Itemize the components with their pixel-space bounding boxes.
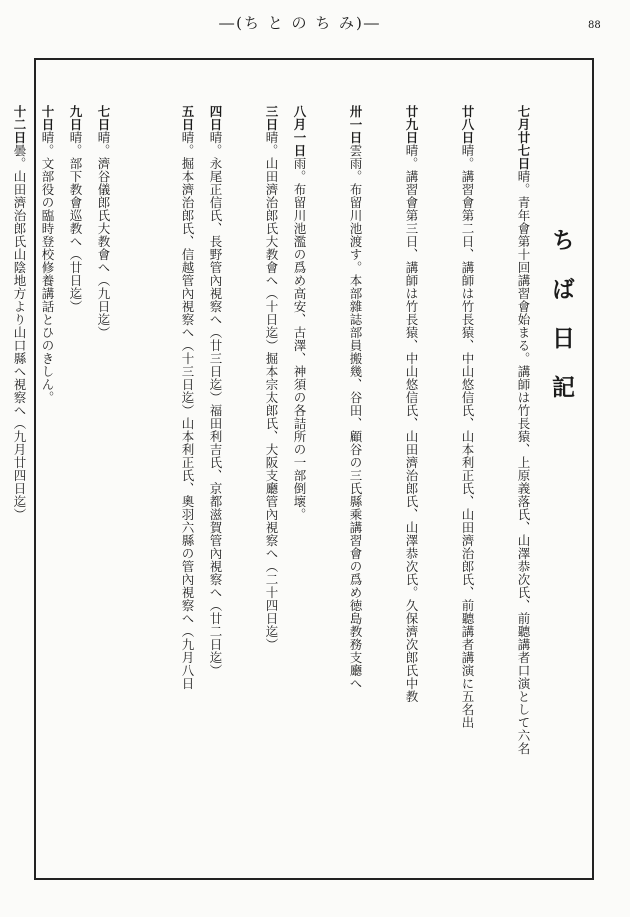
- entry-text: 晴。濟谷儀郎氏大教會へ（九日迄）: [96, 131, 111, 339]
- entry-text: 晴。青年會第十回講習會始まる。講師は竹長猿、上原義落氏、山澤恭次氏、前聽講者口演として六名: [516, 170, 531, 755]
- diary-line: [61, 105, 89, 845]
- diary-line: [397, 105, 425, 845]
- entry-date: 廿八日: [460, 105, 475, 144]
- entry-date: 十二日: [12, 105, 27, 144]
- entry-date: 七月廿七日: [516, 105, 531, 170]
- entry-date: 八月一日: [292, 105, 307, 157]
- diary-line: [117, 105, 145, 845]
- diary-line: [33, 105, 61, 845]
- entry-text: 晴。部下教會巡教へ（廿日迄）: [68, 131, 83, 313]
- entry-text: 晴。山田濟治郎氏大教會へ（十日迄）掘本宗太郎氏、大阪支廳管內視察へ（二十四日迄）: [264, 131, 279, 651]
- diary-line: [341, 105, 369, 845]
- entry-text: 晴。永尾正信氏、長野管內視察へ（廿三日迄）福田利吉氏、京都滋賀管內視察へ（廿二日迄）: [208, 131, 223, 677]
- running-header: ―(ち と の ち み)―: [219, 14, 381, 32]
- entry-date: 廿九日: [404, 105, 419, 144]
- entry-date: 十日: [40, 105, 55, 131]
- diary-line: [257, 105, 285, 845]
- entry-text: 晴。講習會第二日、講師は竹長猿、中山悠信氏、山本利正氏、山田濟治郎氏、前聽講者講演に五名出: [460, 144, 475, 729]
- entry-text: 晴。講習會第三日、講師は竹長猿、中山悠信氏、山田濟治郎氏、山澤恭次氏。久保濟次郎氏中教: [404, 144, 419, 703]
- entry-text: 雲雨。布留川池渡す。本部雜誌部員搬幾、谷田、顧谷の三氏縣乘講習會の爲め徳島教務支廳へ: [348, 144, 363, 690]
- page-title: ちば日記: [548, 228, 575, 424]
- entry-text: 晴。掘本濟治郎氏、信越管內視察へ（十三日迄）山本利正氏、奧羽六縣の管內視察へ（九月八日: [180, 131, 195, 690]
- page-number: 88: [588, 20, 601, 31]
- diary-line: [201, 105, 229, 845]
- diary-line: [229, 105, 257, 845]
- entry-date: 九日: [68, 105, 83, 131]
- entry-date: 五日: [180, 105, 195, 131]
- diary-line: [481, 105, 509, 845]
- diary-line: [313, 105, 341, 845]
- diary-line: [5, 105, 33, 845]
- diary-line: [425, 105, 453, 845]
- diary-line: [145, 105, 173, 845]
- diary-entries: [5, 105, 537, 845]
- diary-line: [369, 105, 397, 845]
- entry-text: 雨。布留川池濫の爲め高安、古澤、神須の各詰所の一部倒壞。: [292, 157, 307, 521]
- entry-date: 七日: [96, 105, 111, 131]
- diary-line: [285, 105, 313, 845]
- diary-line: [89, 105, 117, 845]
- diary-line: [509, 105, 537, 845]
- entry-text: 晴。文部役の臨時登校修養講話とひのきしん。: [40, 131, 55, 404]
- entry-date: 卅一日: [348, 105, 363, 144]
- entry-date: 三日: [264, 105, 279, 131]
- entry-text: 曇。山田濟治郎氏山陰地方より山口縣へ視察へ（九月廿四日迄）: [12, 144, 27, 521]
- entry-date: 四日: [208, 105, 223, 131]
- diary-line: [173, 105, 201, 845]
- diary-line: [453, 105, 481, 845]
